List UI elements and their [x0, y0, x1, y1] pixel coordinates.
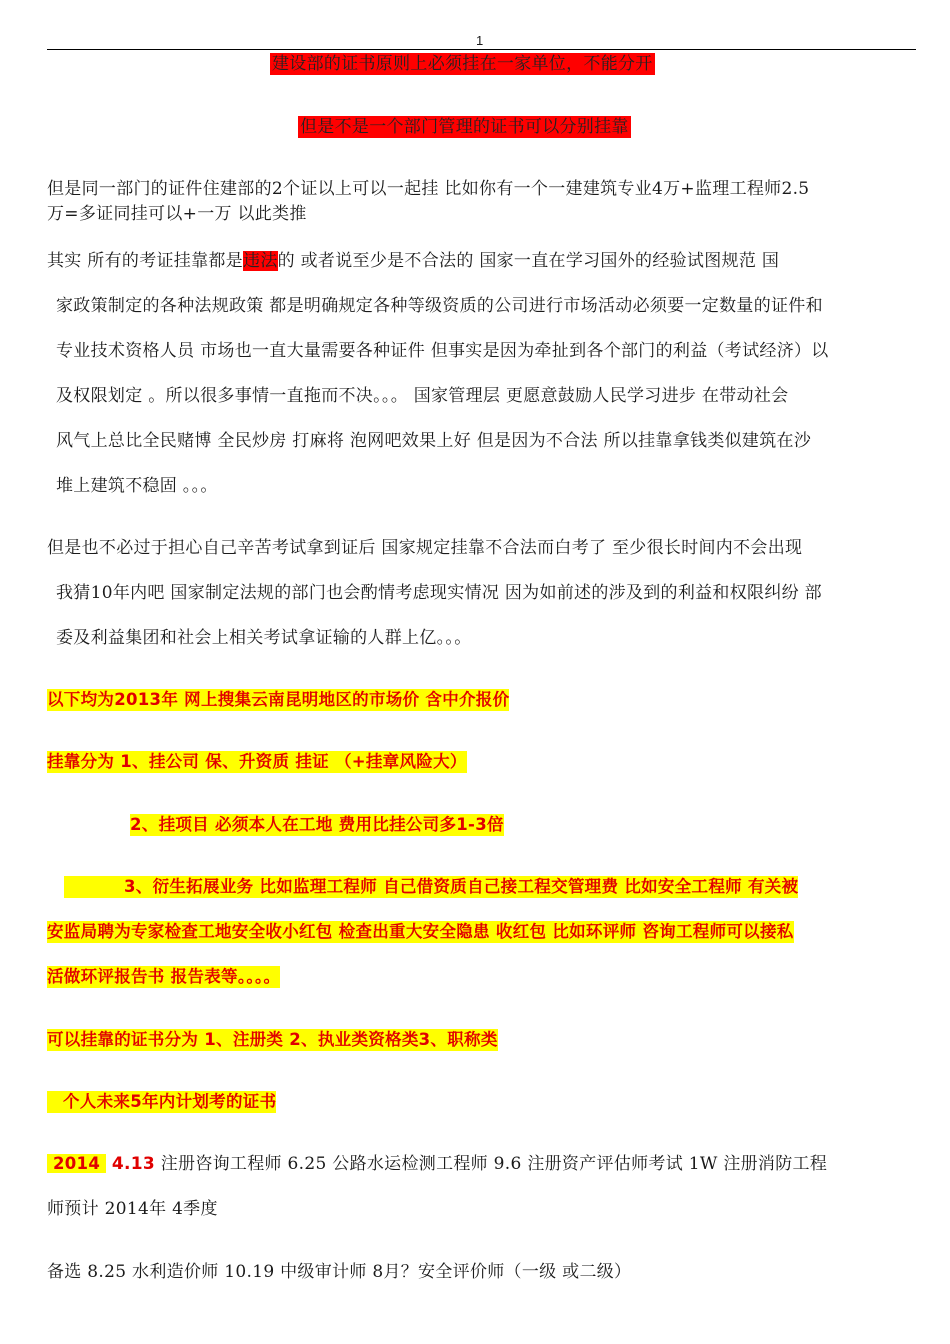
date-red: 4.13: [111, 1154, 155, 1174]
paragraph-line: 家政策制定的各种法规政策 都是明确规定各种等级资质的公司进行市场活动必须要一定数量的证件和: [56, 296, 823, 316]
highlight-line: 个人未来5年内计划考的证书: [63, 1092, 277, 1111]
year-highlight: 2014: [47, 1154, 106, 1173]
text-span: 注册咨询工程师 6.25 公路水运检测工程师 9.6 注册资产评估师考试 1W 注册消防工程: [160, 1154, 828, 1174]
paragraph-line: 委及利益集团和社会上相关考试拿证输的人群上亿。。。: [56, 628, 472, 648]
paragraph-line: 备选 8.25 水利造价师 10.19 中级审计师 8月？安全评价师（一级 或二级）: [47, 1262, 632, 1282]
paragraph-line: 万=多证同挂可以+一万 以此类推: [47, 204, 307, 224]
paragraph-line: 我猜10年内吧 国家制定法规的部门也会酌情考虑现实情况 因为如前述的涉及到的利益和权限纠纷 部: [56, 583, 822, 603]
highlight-line: 2、挂项目 必须本人在工地 费用比挂公司多1-3倍: [130, 815, 504, 834]
header-rule: [47, 49, 916, 50]
heading-red-1: 建设部的证书原则上必须挂在一家单位，不能分开: [272, 54, 653, 74]
paragraph-line: 但是同一部门的证件住建部的2个证以上可以一起挂 比如你有一个一建建筑专业4万+监理工程师2.5: [47, 179, 810, 199]
paragraph-line: [47, 1153, 827, 1175]
highlight-line: 3、衍生拓展业务 比如监理工程师 自己借资质自己接工程交管理费 比如安全工程师 有关被: [124, 877, 799, 896]
highlight-line: 可以挂靠的证书分为 1、注册类 2、执业类资格类3、职称类: [47, 1030, 498, 1049]
highlight-line: 以下均为2013年 网上搜集云南昆明地区的市场价 含中介报价: [47, 690, 510, 709]
highlight-indent: [47, 1091, 63, 1113]
highlight-line: 安监局聘为专家检查工地安全收小红包 检查出重大安全隐患 收红包 比如环评师 咨询工程师可以接私: [47, 922, 794, 941]
paragraph-line: 专业技术资格人员 市场也一直大量需要各种证件 但事实是因为牵扯到各个部门的利益（考试经济）以: [56, 341, 829, 361]
highlight-line: 挂靠分为 1、挂公司 保、升资质 挂证 （+挂章风险大）: [47, 752, 467, 771]
highlight-indent: [64, 876, 124, 898]
page-number: 1: [476, 33, 484, 48]
text-span: 的 或者说至少是不合法的 国家一直在学习国外的经验试图规范 国: [277, 251, 780, 271]
paragraph-line: 及权限划定 。所以很多事情一直拖而不决。。。 国家管理层 更愿意鼓励人民学习进步 在带动社会: [56, 386, 789, 406]
paragraph-line: 堆上建筑不稳固 。。。: [56, 476, 218, 496]
paragraph-line: 风气上总比全民赌博 全民炒房 打麻将 泡网吧效果上好 但是因为不合法 所以挂靠拿钱类似建筑在沙: [56, 431, 812, 451]
paragraph-line: 师预计 2014年 4季度: [47, 1199, 218, 1219]
heading-red-2: 但是不是一个部门管理的证书可以分别挂靠: [300, 117, 629, 137]
illegal-highlight: 违法: [243, 251, 278, 271]
paragraph-line: 但是也不必过于担心自己辛苦考试拿到证后 国家规定挂靠不合法而白考了 至少很长时间内不会出现: [47, 538, 803, 558]
highlight-line: 活做环评报告书 报告表等。。。。: [47, 967, 281, 986]
text-span: 其实 所有的考证挂靠都是: [47, 251, 244, 271]
paragraph-line: [47, 250, 779, 272]
